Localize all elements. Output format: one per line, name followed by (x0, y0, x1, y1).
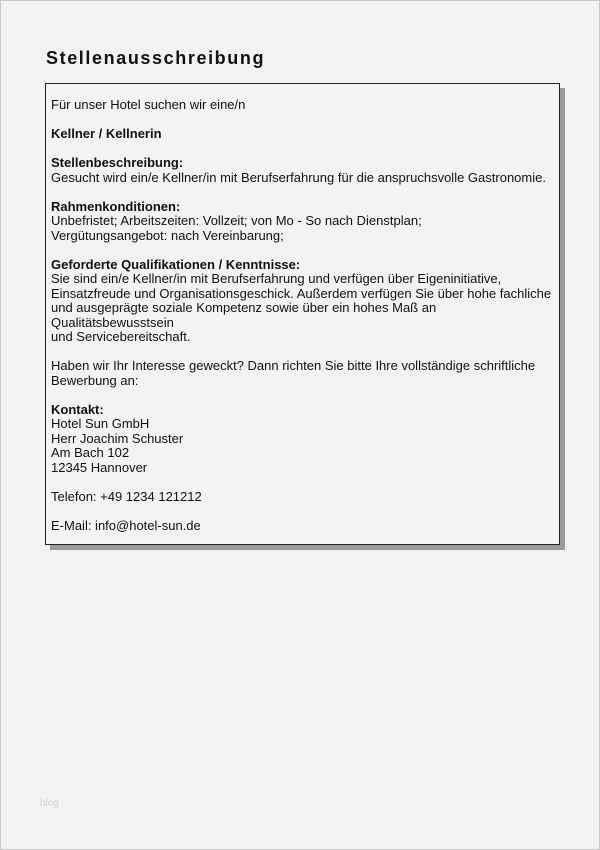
text-line: Hotel Sun GmbH (51, 416, 150, 431)
text-line: 12345 Hannover (51, 459, 148, 475)
section-heading: Stellenbeschreibung: (51, 155, 184, 170)
contact-phone: Telefon: +49 1234 121212 (51, 488, 202, 504)
text-line: Unbefristet; Arbeitszeiten: Vollzeit; von Mo - So nach Dienstplan; (51, 213, 422, 228)
section-heading: Kontakt: (51, 401, 104, 417)
text-line: Vergütungsangebot: nach Vereinbarung; (51, 227, 284, 243)
description-section (51, 156, 559, 185)
contact-email: E-Mail: info@hotel-sun.de (51, 517, 201, 533)
text-line: Einsatzfreude und Organisationsgeschick. Außerdem verfügen Sie über hohe fachliche (51, 285, 552, 301)
section-heading: Geforderte Qualifikationen / Kenntnisse: (51, 256, 301, 272)
qualifications-section (51, 258, 559, 345)
text-line: und ausgeprägte soziale Kompetenz sowie über ein hohes Maß an Qualitätsbewusstsein (51, 300, 437, 330)
watermark: blog (40, 798, 59, 809)
text-line: Am Bach 102 (51, 445, 130, 460)
conditions-section (51, 200, 559, 244)
text-line: und Servicebereitschaft. (51, 329, 191, 344)
page-title: Stellenausschreibung (46, 48, 266, 68)
text-line: Sie sind ein/e Kellner/in mit Berufserfahrung und verfügen über Eigeninitiative, (51, 271, 502, 286)
closing-text (51, 359, 559, 388)
text-line: Herr Joachim Schuster (51, 430, 184, 446)
position-title: Kellner / Kellnerin (51, 126, 162, 141)
text-line: Haben wir Ihr Interesse geweckt? Dann richten Sie bitte Ihre vollständige schriftliche (51, 358, 536, 373)
intro-text: Für unser Hotel suchen wir eine/n (51, 97, 246, 112)
section-heading: Rahmenkonditionen: (51, 198, 181, 214)
text-line: Gesucht wird ein/e Kellner/in mit Berufserfahrung für die anspruchsvolle Gastronomie. (51, 169, 546, 185)
text-line: Bewerbung an: (51, 372, 139, 388)
contact-section (51, 403, 559, 476)
job-ad-box (45, 83, 560, 545)
